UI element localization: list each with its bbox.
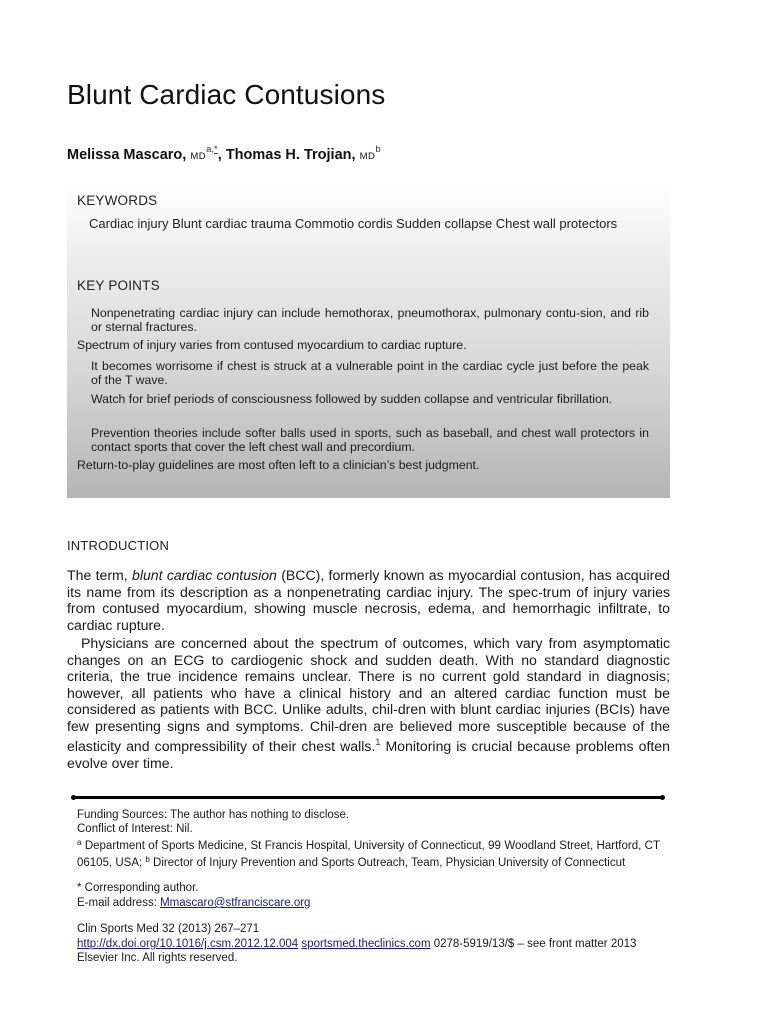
key-point-item: Spectrum of injury varies from contused myocardium to cardiac rupture.	[77, 338, 467, 352]
funding-note: Funding Sources: The author has nothing to disclose.	[77, 809, 350, 821]
key-point-item: Watch for brief periods of consciousness followed by sudden collapse and ventricular fibrillation.	[91, 392, 613, 406]
affiliations-note: $^a$ Department of Sports Medicine, St Francis Hospital, University of Connecticut, 99 Woodland Street, Hartford, CT 06105, USA; $^b$ Director of Injury Prevention and Sports Outreach, Team, Physician University of Connecticut	[77, 838, 660, 869]
doi-link[interactable]: http://dx.doi.org/10.1016/j.csm.2012.12.004	[77, 938, 299, 950]
keywords-list: Cardiac injury Blunt cardiac trauma Commotio cordis Sudden collapse Chest wall protectors	[89, 216, 618, 231]
author-degree: MD	[190, 151, 207, 162]
key-point-item: Return-to-play guidelines are most often left to a clinician’s best judgment.	[77, 458, 480, 472]
reference-link[interactable]: 1	[375, 737, 381, 747]
email-link[interactable]: Mmascaro@stfranciscare.org	[160, 897, 311, 909]
email-note: E-mail address: Mmascaro@stfranciscare.org	[77, 897, 311, 909]
key-points-heading: KEY POINTS	[77, 278, 160, 293]
footnote-divider	[73, 796, 663, 799]
conflict-note: Conflict of Interest: Nil.	[77, 823, 193, 835]
corresponding-note: * Corresponding author.	[77, 882, 199, 894]
key-point-item: It becomes worrisome if chest is struck at a vulnerable point in the cardiac cycle just before the peak of the T wave.	[91, 359, 649, 387]
keywords-keypoints-box	[67, 186, 670, 498]
section-heading-introduction: INTRODUCTION	[67, 538, 170, 553]
author-line: Melissa Mascaro, MD$^{a,*}$, Thomas H. Trojian, $MD^b$	[67, 144, 381, 163]
intro-paragraph: Physicians are concerned about the spectrum of outcomes, which vary from asymptomatic changes on an ECG to cardiogenic shock and sudden death. With no standard diagnostic criteria, the true incidence remains unclear. There is no current gold standard in diagnosis; however, all patients who have a clinical history and an altered cardiac function must be considered as patients with BCC. Unlike adults, chil-dren with blunt cardiac injuries (BCIs) have few presenting signs and symptoms. Chil-dren are believed more susceptible because of the elasticity and compressibility of their chest walls.$^1$ Monitoring is crucial because problems often evolve over time.	[67, 635, 670, 771]
key-point-item: Prevention theories include softer balls used in sports, such as baseball, and chest wall protectors in contact sports that cover the left chest wall and precordium.	[91, 426, 649, 454]
doi-line: http://dx.doi.org/10.1016/j.csm.2012.12.004 sportsmed.theclinics.com 0278-5919/13/$ – see front matter 2013 Elsevier Inc. All rights reserved.	[77, 938, 637, 964]
article-title: Blunt Cardiac Contusions	[67, 79, 386, 110]
journal-site-link[interactable]: sportsmed.theclinics.com	[301, 938, 431, 950]
key-point-item: Nonpenetrating cardiac injury can include hemothorax, pneumothorax, pulmonary contu-sion, and rib or sternal fractures.	[91, 306, 649, 334]
keywords-heading: KEYWORDS	[77, 193, 158, 208]
affiliation-marker: a,*	[206, 144, 218, 155]
author-name: Thomas H. Trojian,	[225, 147, 356, 163]
author-degree: MD	[359, 151, 376, 162]
corresponding-author-link[interactable]: *	[214, 144, 218, 155]
journal-citation: Clin Sports Med 32 (2013) 267–271	[77, 923, 260, 935]
intro-paragraph: The term, blunt cardiac contusion (BCC), formerly known as myocardial contusion, has acquired its name from its description as a nonpenetrating cardiac injury. The spec-trum of injury varies from contused myocardium, showing muscle necrosis, edema, and hemorrhagic infiltrate, to cardiac rupture.	[67, 567, 670, 633]
author-name: Melissa Mascaro,	[67, 147, 187, 163]
affiliation-marker: b	[375, 144, 381, 155]
